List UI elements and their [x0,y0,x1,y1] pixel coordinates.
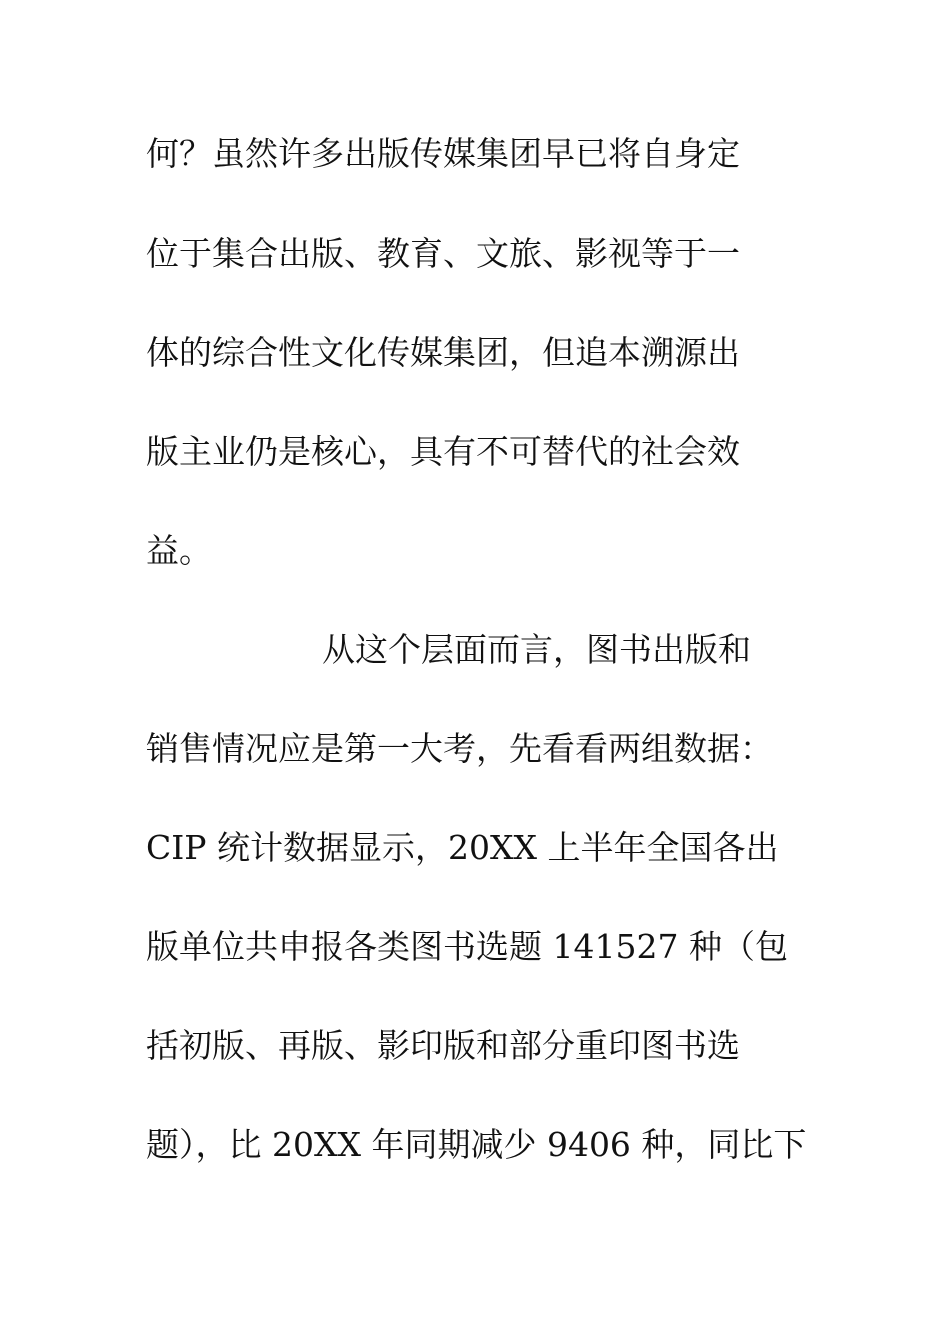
text-line: CIP 统计数据显示，20XX 上半年全国各出 [146,828,779,867]
text-line: 题），比 20XX 年同期减少 9406 种，同比下 [146,1125,807,1164]
text-line: 括初版、再版、影印版和部分重印图书选 [146,1026,740,1065]
text-line: 何？虽然许多出版传媒集团早已将自身定 [146,134,740,173]
paragraph-start-line: 从这个层面而言，图书出版和 [322,630,751,669]
text-line: 版单位共申报各类图书选题 141527 种（包 [146,927,788,966]
text-line: 版主业仍是核心，具有不可替代的社会效 [146,432,740,471]
text-line: 销售情况应是第一大考，先看看两组数据： [146,729,773,768]
text-line: 位于集合出版、教育、文旅、影视等于一 [146,234,740,273]
text-line: 益。 [146,531,212,570]
text-line: 体的综合性文化传媒集团，但追本溯源出 [146,333,740,372]
